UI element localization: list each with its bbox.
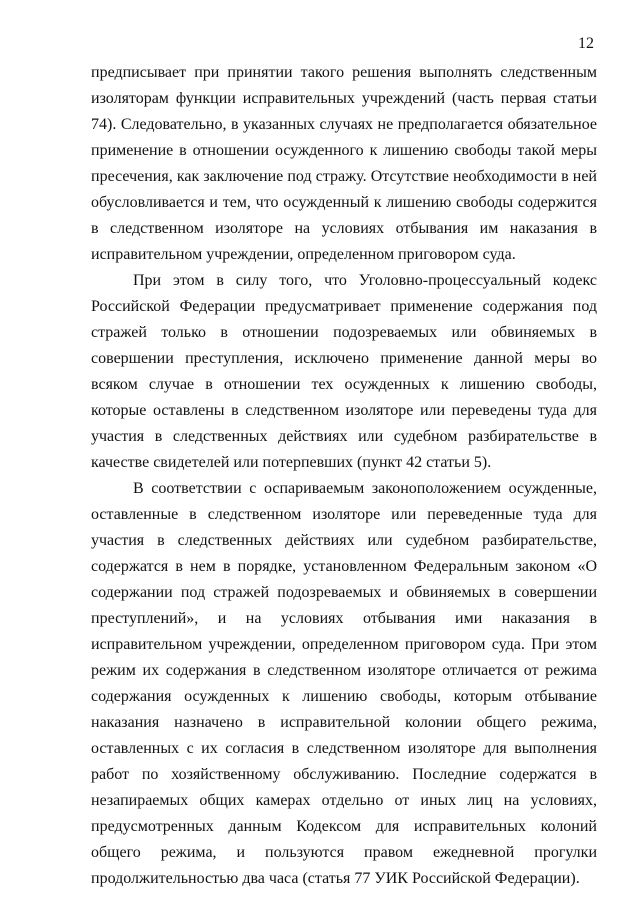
document-body: [91, 60, 597, 892]
page-number: 12: [578, 35, 594, 52]
paragraph-pretrial-detention: При этом в силу того, что Уголовно-процессуальный кодекс Российской Федерации предусматривает применение содержания под стражей только в отношении подозреваемых или обвиняемых в совершении преступления, исключено применение данной меры во всяком случае в отношении тех осужденных к лишению свободы, которые оставлены в следственном изоляторе или переведены туда для участия в следственных действиях или судебном разбирательстве в качестве свидетелей или потерпевших (пункт 42 статьи 5).: [91, 272, 597, 471]
paragraph-continuation: предписывает при принятии такого решения выполнять следственным изоляторам функции исправительных учреждений (часть первая статьи 74). Следовательно, в указанных случаях не предполагается обязательное применение в отношении осужденного к лишению свободы такой меры пресечения, как заключение под стражу. Отсутствие необходимости в ней обусловливается и тем, что осужденный к лишению свободы содержится в следственном изоляторе на условиях отбывания им наказания в исправительном учреждении, определенном приговором суда.: [91, 64, 597, 263]
paragraph-detention-regime: В соответствии с оспариваемым законоположением осужденные, оставленные в следственном изоляторе или переведенные туда для участия в следственных действиях или судебном разбирательстве, содержатся в нем в порядке, установленном Федеральным законом «О содержании под стражей подозреваемых и обвиняемых в совершении преступлений», и на условиях отбывания ими наказания в исправительном учреждении, определенном приговором суда. При этом режим их содержания в следственном изоляторе отличается от режима содержания осужденных к лишению свободы, которым отбывание наказания назначено в исправительной колонии общего режима, оставленных с их согласия в следственном изоляторе для выполнения работ по хозяйственному обслуживанию. Последние содержатся в незапираемых общих камерах отдельно от иных лиц на условиях, предусмотренных данным Кодексом для исправительных колоний общего режима, и пользуются правом ежедневной прогулки продолжительностью два часа (статья 77 УИК Российской Федерации).: [91, 480, 597, 887]
